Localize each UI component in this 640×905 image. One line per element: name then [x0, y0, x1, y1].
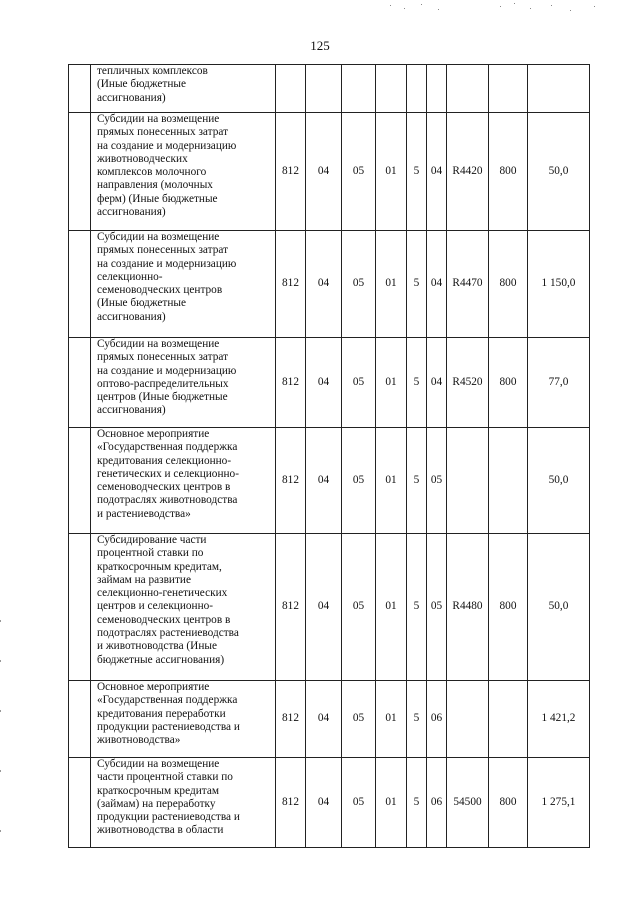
cell-subprogram-num: 04 [427, 113, 447, 231]
row-name-cell: Субсидирование части процентной ставки по краткосрочным кредитам, займам на развитие селекционно-генетических центров и селекционно- семеноводческих центров в подотраслях растениеводства и животноводства (Иные бюджетные ассигнования) [91, 534, 276, 681]
cell-subsection: 05 [342, 338, 376, 428]
cell-program: 01 [376, 338, 407, 428]
cell-subprogram-type: 5 [407, 338, 427, 428]
cell-amount: 50,0 [528, 428, 590, 534]
budget-table [68, 64, 590, 848]
row-name-cell: Субсидии на возмещение прямых понесенных затрат на создание и модернизацию оптово-распределительных центров (Иные бюджетные ассигнования) [91, 338, 276, 428]
cell-program: 01 [376, 758, 407, 848]
cell-program: 01 [376, 113, 407, 231]
cell-subsection: 05 [342, 113, 376, 231]
budget-table-body [69, 65, 590, 848]
cell-program: 01 [376, 534, 407, 681]
cell-program: 01 [376, 231, 407, 338]
cell-section: 04 [306, 428, 342, 534]
table-row [69, 231, 590, 338]
table-row [69, 534, 590, 681]
cell-program: 01 [376, 681, 407, 758]
cell-subprogram-num: 06 [427, 758, 447, 848]
cell-article: R4480 [447, 534, 489, 681]
cell-article: R4470 [447, 231, 489, 338]
cell-section: 04 [306, 231, 342, 338]
cell-expense-type [489, 428, 528, 534]
row-number-cell [69, 338, 91, 428]
cell-subsection: 05 [342, 428, 376, 534]
cell-subprogram-type [407, 65, 427, 113]
cell-section: 04 [306, 534, 342, 681]
cell-subprogram-num: 04 [427, 231, 447, 338]
cell-subsection: 05 [342, 534, 376, 681]
cell-subprogram-num: 06 [427, 681, 447, 758]
row-name-cell: Субсидии на возмещение прямых понесенных затрат на создание и модернизацию селекционно- семеноводческих центров (Иные бюджетные ассигнования) [91, 231, 276, 338]
cell-expense-type: 800 [489, 338, 528, 428]
cell-amount: 77,0 [528, 338, 590, 428]
scan-noise [380, 0, 640, 14]
table-row [69, 428, 590, 534]
table-row [69, 113, 590, 231]
cell-subprogram-num: 05 [427, 428, 447, 534]
cell-section: 04 [306, 758, 342, 848]
cell-article: R4420 [447, 113, 489, 231]
row-number-cell [69, 428, 91, 534]
cell-subprogram-num [427, 65, 447, 113]
cell-subprogram-num: 04 [427, 338, 447, 428]
cell-amount: 50,0 [528, 113, 590, 231]
cell-program: 01 [376, 428, 407, 534]
table-row [69, 338, 590, 428]
row-number-cell [69, 681, 91, 758]
page-number: 125 [310, 38, 330, 53]
cell-subprogram-type: 5 [407, 428, 427, 534]
cell-section [306, 65, 342, 113]
cell-amount: 50,0 [528, 534, 590, 681]
row-name-cell: Субсидии на возмещение прямых понесенных затрат на создание и модернизацию животноводческих комплексов молочного направления (молочных ферм) (Иные бюджетные ассигнования) [91, 113, 276, 231]
row-name-cell: тепличных комплексов (Иные бюджетные ассигнования) [91, 65, 276, 113]
cell-article [447, 65, 489, 113]
cell-article: 54500 [447, 758, 489, 848]
cell-article [447, 428, 489, 534]
row-name-cell: Основное мероприятие «Государственная поддержка кредитования переработки продукции растениеводства и животноводства» [91, 681, 276, 758]
cell-subsection: 05 [342, 758, 376, 848]
cell-gov: 812 [276, 681, 306, 758]
cell-gov [276, 65, 306, 113]
cell-amount: 1 150,0 [528, 231, 590, 338]
cell-expense-type: 800 [489, 534, 528, 681]
cell-gov: 812 [276, 758, 306, 848]
cell-program [376, 65, 407, 113]
cell-gov: 812 [276, 231, 306, 338]
cell-amount: 1 275,1 [528, 758, 590, 848]
cell-section: 04 [306, 681, 342, 758]
cell-expense-type: 800 [489, 231, 528, 338]
row-name-cell: Основное мероприятие «Государственная поддержка кредитования селекционно- генетических и селекционно- семеноводческих центров в подотраслях животноводства и растениеводства» [91, 428, 276, 534]
row-number-cell [69, 65, 91, 113]
row-number-cell [69, 758, 91, 848]
scan-edge-marks [0, 600, 2, 900]
row-number-cell [69, 113, 91, 231]
cell-section: 04 [306, 338, 342, 428]
row-number-cell [69, 534, 91, 681]
cell-gov: 812 [276, 113, 306, 231]
cell-subprogram-type: 5 [407, 681, 427, 758]
row-number-cell [69, 231, 91, 338]
cell-subsection: 05 [342, 681, 376, 758]
cell-article [447, 681, 489, 758]
cell-subsection: 05 [342, 231, 376, 338]
cell-gov: 812 [276, 428, 306, 534]
cell-expense-type: 800 [489, 113, 528, 231]
cell-subprogram-type: 5 [407, 113, 427, 231]
row-name-cell: Субсидии на возмещение части процентной ставки по краткосрочным кредитам (займам) на переработку продукции растениеводства и животноводства в области [91, 758, 276, 848]
cell-subsection [342, 65, 376, 113]
cell-subprogram-num: 05 [427, 534, 447, 681]
cell-expense-type [489, 681, 528, 758]
cell-gov: 812 [276, 534, 306, 681]
cell-article: R4520 [447, 338, 489, 428]
cell-subprogram-type: 5 [407, 231, 427, 338]
table-row [69, 65, 590, 113]
cell-section: 04 [306, 113, 342, 231]
cell-subprogram-type: 5 [407, 758, 427, 848]
cell-amount [528, 65, 590, 113]
cell-gov: 812 [276, 338, 306, 428]
table-row [69, 758, 590, 848]
cell-amount: 1 421,2 [528, 681, 590, 758]
cell-subprogram-type: 5 [407, 534, 427, 681]
cell-expense-type: 800 [489, 758, 528, 848]
table-row [69, 681, 590, 758]
cell-expense-type [489, 65, 528, 113]
